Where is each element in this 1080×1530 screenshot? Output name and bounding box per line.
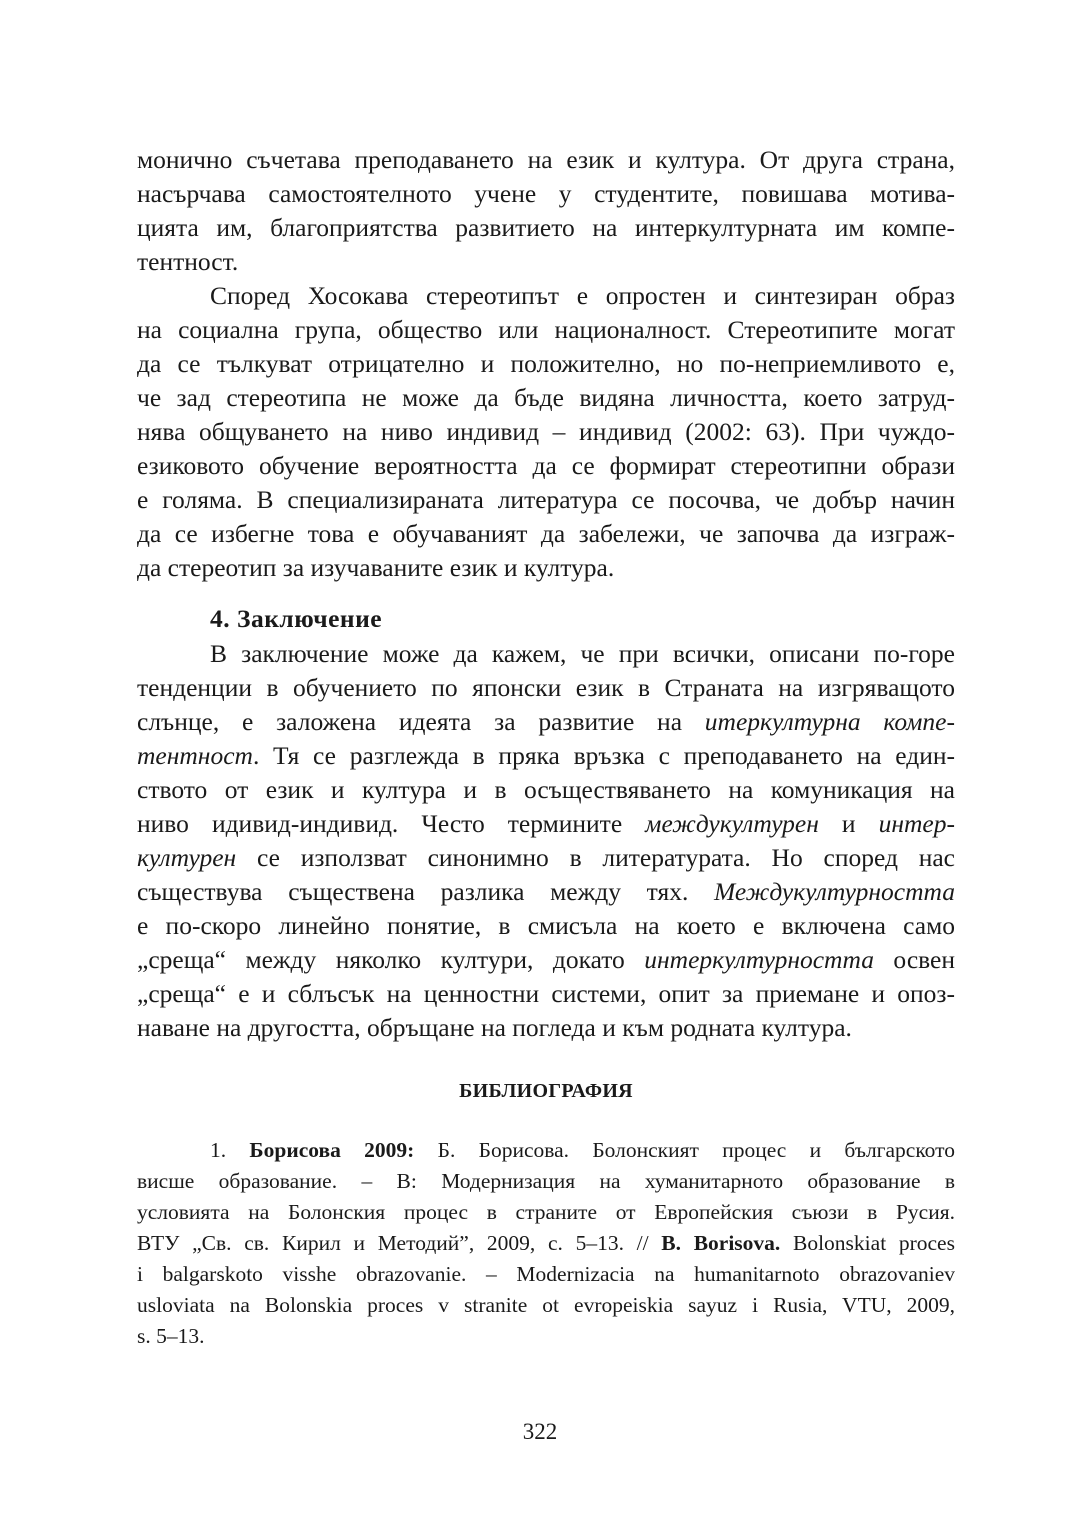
entry-author: Борисова 2009: <box>249 1138 415 1162</box>
body-text-line <box>137 706 955 738</box>
text-run: ниво идивид-индивид. Често термините <box>137 809 646 838</box>
body-text-line: насърчава самостоятелното учене у студентите, повишава мотива- <box>137 179 955 208</box>
page-number: 322 <box>522 1419 558 1444</box>
body-text-line: тентност. <box>137 247 239 276</box>
bibliography-line: условията на Болонския процес в страните от Европейския съюзи в Русия. <box>137 1200 955 1224</box>
italic-term: интеркултурността <box>644 945 874 974</box>
entry-number: 1. <box>210 1138 250 1162</box>
body-text-line: „среща“ е и сблъсък на ценностни системи, опит за приемане и опоз- <box>137 979 955 1008</box>
italic-term: интер- <box>878 809 955 838</box>
text-run: ВТУ „Св. св. Кирил и Методий”, 2009, с. 5–13. // <box>137 1231 662 1255</box>
italic-term: междукултурен <box>645 809 819 838</box>
body-text-line: е голяма. В специализираната литература се посочва, че добър начин <box>137 485 955 514</box>
text-run: . Тя се разглежда в пряка връзка с преподаването на един- <box>252 741 955 770</box>
body-text-line: че зад стереотипа не може да бъде видяна личността, което затруд- <box>137 383 955 412</box>
text-run: освен <box>873 945 955 974</box>
body-text-line: нява общуването на ниво индивид – индивид (2002: 63). При чуждо- <box>137 417 955 446</box>
body-text-line <box>137 944 955 976</box>
text-run: Б. Борисова. Болонският процес и българското <box>414 1138 956 1162</box>
body-text-line <box>137 808 955 840</box>
italic-term: Междукултурността <box>714 877 955 906</box>
body-text-line: наване на другостта, обръщане на погледа и към родната култура. <box>137 1013 852 1042</box>
body-text-line: езиковото обучение вероятността да се формират стереотипни образи <box>137 451 955 480</box>
text-run: и <box>818 809 879 838</box>
body-text-line: В заключение може да кажем, че при всички, описани по-горе <box>210 639 955 668</box>
text-run: слънце, е заложена идеята за развитие на <box>137 707 705 736</box>
text-run: „среща“ между няколко култури, докато <box>137 945 645 974</box>
body-text-line: монично съчетава преподаването на език и култура. От друга страна, <box>137 145 955 174</box>
body-text-line: тенденции в обучението по японски език в Страната на изгряващото <box>137 673 955 702</box>
body-text-line: да стереотип за изучаваните език и култура. <box>137 553 615 582</box>
body-text-line: да се избегне това е обучаваният да забележи, че започва да изграж- <box>137 519 955 548</box>
italic-term: културен <box>137 843 237 872</box>
bibliography-line <box>137 1228 955 1258</box>
bibliography-line: висше образование. – В: Модернизация на хуманитарното образование в <box>137 1169 955 1193</box>
entry-author: B. Borisova. <box>661 1231 781 1255</box>
body-text-line: е по-скоро линейно понятие, в смисъла на което е включена само <box>137 911 955 940</box>
italic-term: итеркултурна компе- <box>704 707 955 736</box>
body-text-line: на социална група, общество или националност. Стереотипите могат <box>137 315 955 344</box>
text-run: съществува съществена разлика между тях. <box>137 877 715 906</box>
bibliography-title: БИБЛИОГРАФИЯ <box>459 1080 633 1102</box>
text-run: Bolonskiat proces <box>780 1231 955 1255</box>
bibliography-line <box>210 1135 955 1165</box>
body-text-line <box>137 842 955 874</box>
body-text-line <box>137 740 955 772</box>
body-text-line: да се тълкуват отрицателно и положително, но по-неприемливото е, <box>137 349 955 378</box>
italic-term: тентност <box>137 741 253 770</box>
section-heading: 4. Заключение <box>210 604 383 633</box>
text-run: се използват синонимно в литературата. Но според нас <box>236 843 955 872</box>
bibliography-line: usloviata na Bolonskia proces v stranite ot evropeiskia sayuz i Rusia, VTU, 2009, <box>137 1293 955 1317</box>
body-text-line <box>137 876 955 908</box>
body-text-line: Според Хосокава стереотипът е опростен и синтезиран образ <box>210 281 955 310</box>
bibliography-line: i balgarskoto visshe obrazovanie. – Modernizacia na humanitarnoto obrazovaniev <box>137 1262 955 1286</box>
bibliography-line: s. 5–13. <box>137 1324 205 1348</box>
body-text-line: ството от език и култура и в осъществяването на комуникация на <box>137 775 955 804</box>
body-text-line: цията им, благоприятства развитието на интеркултурната им компе- <box>137 213 955 242</box>
